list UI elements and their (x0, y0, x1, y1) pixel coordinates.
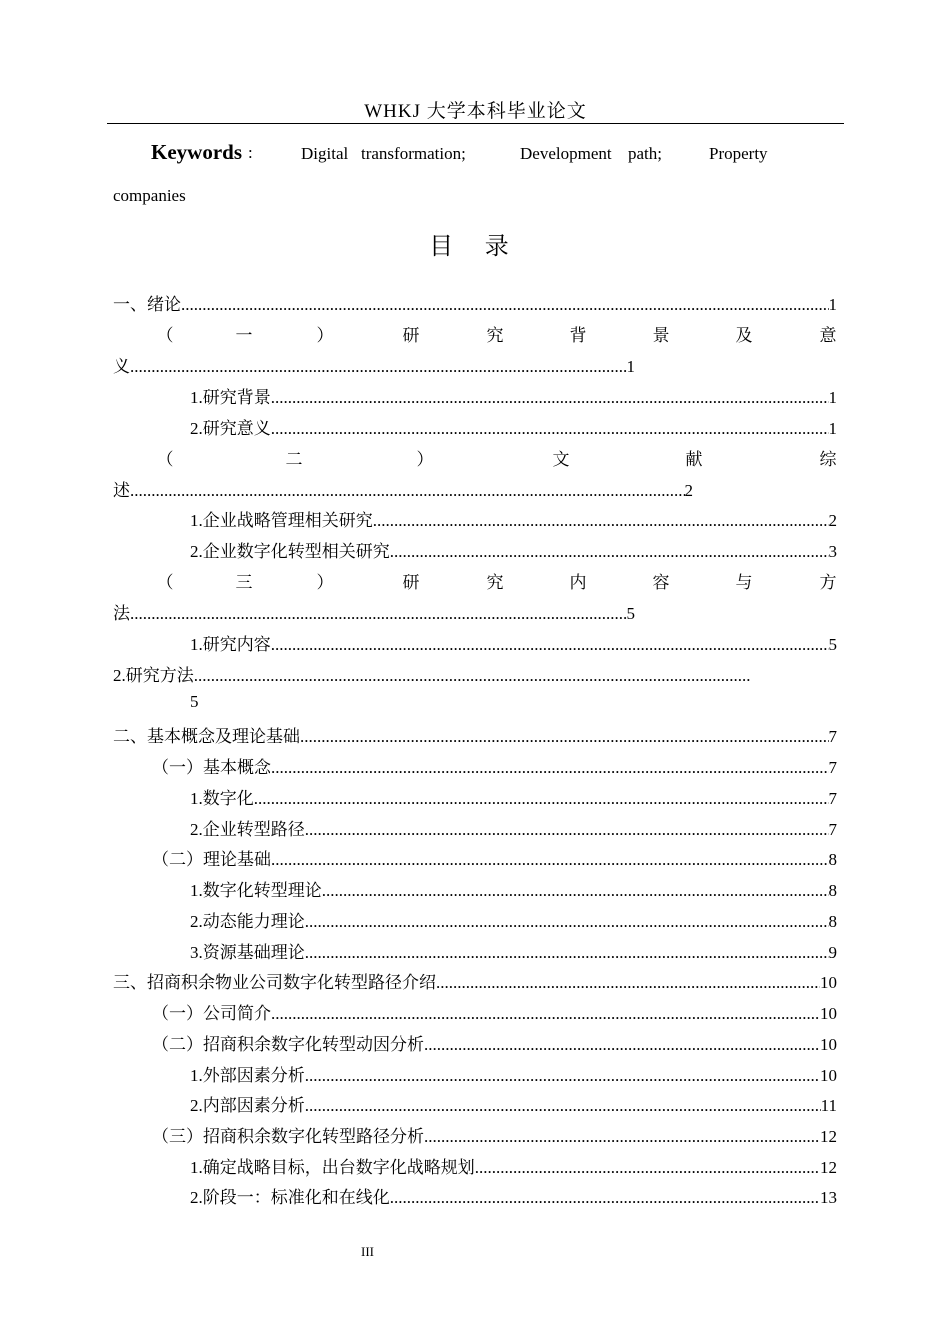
toc-char: 三 (235, 573, 253, 592)
toc-char: （ (156, 573, 174, 592)
toc-entry-page: 11 (820, 1096, 837, 1115)
toc-entry-page-wrapped: 5 (190, 692, 199, 711)
toc-entry[interactable] (152, 753, 837, 779)
toc-leader (475, 1158, 820, 1178)
toc-entry-title: 3.资源基础理论 (190, 943, 305, 962)
toc-entry-page: 10 (820, 1066, 837, 1085)
keyword-term: Digital (301, 144, 349, 163)
toc-char: （ (156, 450, 174, 469)
toc-entry[interactable] (113, 661, 750, 687)
toc-entry[interactable] (113, 352, 635, 378)
toc-leader (373, 511, 829, 531)
toc-leader (254, 789, 829, 809)
toc-entry-page: 9 (828, 943, 837, 962)
toc-entry[interactable] (113, 476, 693, 502)
toc-char: 二 (285, 450, 303, 469)
toc-entry-title: 1.研究背景 (190, 388, 271, 407)
toc-entry-page: 7 (828, 758, 837, 777)
toc-leader (300, 727, 829, 747)
keywords-continuation: companies (113, 186, 186, 205)
toc-leader (181, 295, 829, 315)
toc-entry-title: 二、基本概念及理论基础 (113, 727, 300, 746)
toc-char: 容 (652, 573, 670, 592)
toc-entry-title: 1.企业战略管理相关研究 (190, 511, 373, 530)
toc-entry-title: 一、绪论 (113, 295, 181, 314)
keywords-label: Keywords (151, 140, 242, 164)
toc-char: 一 (235, 326, 253, 345)
toc-entry-title: 1.确定战略目标，出台数字化战略规划 (190, 1158, 475, 1177)
toc-char: 景 (652, 326, 670, 345)
toc-entry-page: 1 (828, 419, 837, 438)
toc-entry[interactable] (190, 1183, 837, 1209)
keywords-colon: : (248, 143, 253, 162)
toc-entry-title: 1.外部因素分析 (190, 1066, 305, 1085)
toc-entry-title: 2.企业数字化转型相关研究 (190, 542, 390, 561)
toc-leader (271, 635, 829, 655)
toc-entry-title: 2.研究意义 (190, 419, 271, 438)
toc-char: 研 (402, 326, 420, 345)
toc-char: （ (156, 326, 174, 345)
toc-entry-page: 8 (828, 850, 837, 869)
keyword-term: transformation; (361, 144, 466, 163)
toc-entry[interactable] (190, 1091, 837, 1117)
toc-leader (271, 850, 829, 870)
toc-entry-page: 5 (626, 604, 635, 623)
toc-entry-title: 2.内部因素分析 (190, 1096, 305, 1115)
toc-entry-title: 2.阶段一：标准化和在线化 (190, 1188, 390, 1207)
toc-entry-page: 3 (828, 542, 837, 561)
keyword-term: Development (520, 144, 612, 163)
running-header: WHKJ 大学本科毕业论文 (364, 101, 587, 122)
toc-entry-page: 1 (626, 357, 635, 376)
toc-entry-page: 8 (828, 881, 837, 900)
toc-leader (305, 1066, 820, 1086)
toc-entry-title: （一）基本概念 (152, 758, 271, 777)
toc-entry-title: （二）理论基础 (152, 850, 271, 869)
toc-char: 方 (819, 573, 837, 592)
toc-entry-page: 13 (820, 1188, 837, 1207)
toc-entry-page: 2 (684, 481, 693, 500)
toc-entry-title: （三）招商积余数字化转型路径分析 (152, 1127, 424, 1146)
toc-leader (130, 604, 627, 624)
toc-entry[interactable] (190, 383, 837, 409)
toc-leader (271, 1004, 820, 1024)
toc-entry[interactable] (190, 876, 837, 902)
toc-entry[interactable] (190, 815, 837, 841)
toc-entry[interactable] (113, 722, 837, 748)
header-rule (107, 123, 844, 124)
toc-leader (390, 542, 829, 562)
toc-entry-title: （二）招商积余数字化转型动因分析 (152, 1035, 424, 1054)
toc-leader (130, 357, 627, 377)
toc-entry-title: （一）公司简介 (152, 1004, 271, 1023)
toc-entry-title: 1.数字化 (190, 789, 254, 808)
toc-entry-title: 2.动态能力理论 (190, 912, 305, 931)
toc-entry[interactable] (190, 414, 837, 440)
toc-char: 内 (569, 573, 587, 592)
toc-char: ） (416, 450, 434, 469)
toc-entry-title: 述 (113, 481, 130, 500)
toc-entry-page: 1 (828, 295, 837, 314)
toc-entry-title: 义 (113, 357, 130, 376)
toc-entry-page: 10 (820, 1035, 837, 1054)
toc-char: 背 (569, 326, 587, 345)
toc-leader (271, 758, 829, 778)
toc-leader (271, 388, 829, 408)
toc-entry-title: 1.数字化转型理论 (190, 881, 322, 900)
toc-entry[interactable] (152, 1122, 837, 1148)
toc-entry[interactable] (113, 599, 635, 625)
keyword-term: Property (709, 144, 768, 163)
page-number: III (361, 1244, 374, 1259)
toc-entry-spread[interactable] (113, 568, 837, 594)
toc-entry[interactable] (190, 784, 837, 810)
toc-entry[interactable] (152, 845, 837, 871)
toc-entry-title: 1.研究内容 (190, 635, 271, 654)
toc-leader (390, 1188, 820, 1208)
toc-leader (130, 481, 685, 501)
toc-char: 究 (486, 573, 504, 592)
toc-entry-title: 2.企业转型路径 (190, 820, 305, 839)
toc-leader (305, 1096, 821, 1116)
toc-entry[interactable] (190, 537, 837, 563)
keywords-line (113, 140, 837, 170)
toc-entry-page: 7 (828, 789, 837, 808)
toc-entry[interactable] (190, 1153, 837, 1179)
toc-entry[interactable] (190, 506, 837, 532)
toc-entry[interactable] (113, 968, 837, 994)
toc-char: 研 (402, 573, 420, 592)
toc-char: 与 (735, 573, 753, 592)
toc-entry[interactable] (190, 630, 837, 656)
toc-leader (424, 1035, 820, 1055)
toc-leader (305, 820, 829, 840)
toc-entry[interactable] (190, 907, 837, 933)
toc-leader (305, 943, 829, 963)
toc-entry-page: 7 (828, 727, 837, 746)
keyword-term: path; (628, 144, 662, 163)
toc-leader (271, 419, 829, 439)
toc-char: 献 (685, 450, 703, 469)
toc-entry-page: 7 (828, 820, 837, 839)
toc-entry-title: 法 (113, 604, 130, 623)
toc-entry-page: 12 (820, 1158, 837, 1177)
toc-char: 究 (486, 326, 504, 345)
toc-entry-page: 10 (820, 973, 837, 992)
toc-entry[interactable] (190, 1061, 837, 1087)
toc-entry-title: 三、招商积余物业公司数字化转型路径介绍 (113, 973, 436, 992)
toc-entry[interactable] (152, 1030, 837, 1056)
toc-entry[interactable] (152, 999, 837, 1025)
toc-entry-page: 8 (828, 912, 837, 931)
toc-char: ） (316, 573, 334, 592)
toc-char: 及 (735, 326, 753, 345)
toc-entry-page: 10 (820, 1004, 837, 1023)
toc-entry[interactable] (190, 938, 837, 964)
toc-leader (194, 666, 750, 686)
toc-entry-title: 2.研究方法 (113, 666, 194, 685)
toc-leader (436, 973, 820, 993)
toc-entry-page: 1 (828, 388, 837, 407)
toc-entry-spread[interactable] (113, 321, 837, 347)
toc-char: 综 (819, 450, 837, 469)
toc-leader (305, 912, 829, 932)
toc-entry-page: 2 (828, 511, 837, 530)
toc-title: 目 录 (429, 232, 521, 260)
toc-char: 文 (552, 450, 570, 469)
toc-entry-spread[interactable] (113, 445, 837, 471)
toc-leader (424, 1127, 820, 1147)
toc-entry[interactable] (113, 290, 837, 316)
toc-entry-page: 5 (828, 635, 837, 654)
toc-char: 意 (819, 326, 837, 345)
toc-char: ） (316, 326, 334, 345)
toc-leader (322, 881, 829, 901)
toc-entry-page: 12 (820, 1127, 837, 1146)
